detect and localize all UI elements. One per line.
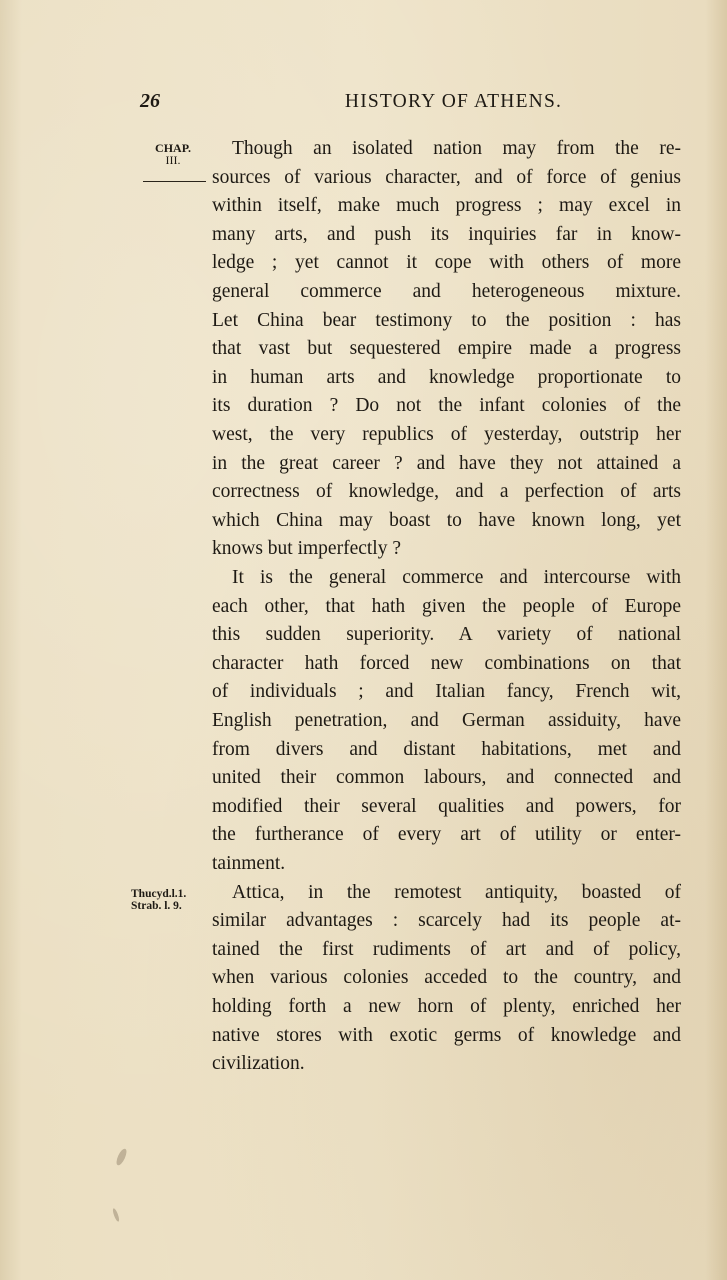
text-line: native stores with exotic germs of knowledge and bbox=[212, 1024, 681, 1046]
marginal-citation bbox=[131, 888, 207, 912]
text-line: ledge ; yet cannot it cope with others of more bbox=[212, 252, 681, 274]
text-line: within itself, make much progress ; may excel in bbox=[212, 195, 681, 217]
text-line: in the great career ? and have they not attained a bbox=[212, 452, 681, 474]
text-line: that vast but sequestered empire made a progress bbox=[212, 338, 681, 360]
text-line: holding forth a new horn of plenty, enriched her bbox=[212, 996, 681, 1017]
text-line: sources of various character, and of force of genius bbox=[212, 166, 681, 188]
text-line: which China may boast to have known long, yet bbox=[212, 509, 681, 531]
text-line: similar advantages : scarcely had its people at- bbox=[212, 910, 681, 932]
text-line: knows but imperfectly ? bbox=[212, 538, 401, 560]
text-line: this sudden superiority. A variety of national bbox=[212, 624, 681, 646]
text-line: general commerce and heterogeneous mixture. bbox=[212, 281, 681, 302]
chapter-rule bbox=[143, 181, 206, 182]
chapter-number: III. bbox=[165, 153, 181, 167]
text-line: modified their several qualities and powers, for bbox=[212, 795, 681, 817]
text-line: of individuals ; and Italian fancy, French wit, bbox=[212, 681, 681, 703]
citation-strabo: Strab. l. 9. bbox=[131, 900, 182, 912]
text-line: English penetration, and German assiduity, have bbox=[212, 710, 681, 731]
text-line: in human arts and knowledge proportionate to bbox=[212, 366, 681, 388]
text-line: Though an isolated nation may from the re- bbox=[232, 138, 681, 159]
text-line: when various colonies acceded to the country, and bbox=[212, 967, 681, 989]
text-line: tainment. bbox=[212, 853, 286, 874]
text-line: correctness of knowledge, and a perfection of arts bbox=[212, 481, 681, 503]
text-line: the furtherance of every art of utility or enter- bbox=[212, 824, 681, 846]
text-line: character hath forced new combinations on that bbox=[212, 652, 681, 674]
text-line: tained the first rudiments of art and of policy, bbox=[212, 938, 681, 960]
ink-mark bbox=[112, 1208, 121, 1223]
text-line: united their common labours, and connected and bbox=[212, 767, 681, 789]
ink-mark bbox=[115, 1147, 129, 1166]
citation-thucydides: Thucyd.l.1. bbox=[131, 888, 187, 900]
text-line: from divers and distant habitations, met and bbox=[212, 738, 681, 760]
text-line: It is the general commerce and intercourse with bbox=[232, 567, 681, 588]
text-line: Attica, in the remotest antiquity, boasted of bbox=[232, 881, 681, 903]
chapter-marker bbox=[150, 142, 196, 166]
text-line: its duration ? Do not the infant colonies of the bbox=[212, 395, 681, 417]
text-line: each other, that hath given the people of Europe bbox=[212, 595, 681, 617]
chapter-label: CHAP. bbox=[155, 141, 191, 155]
page-number: 26 bbox=[140, 90, 160, 112]
text-line: west, the very republics of yesterday, outstrip her bbox=[212, 424, 681, 445]
text-line: many arts, and push its inquiries far in know- bbox=[212, 223, 681, 245]
text-line: civilization. bbox=[212, 1053, 305, 1075]
running-head: HISTORY OF ATHENS. bbox=[344, 91, 563, 112]
text-line: Let China bear testimony to the position : has bbox=[212, 309, 681, 331]
